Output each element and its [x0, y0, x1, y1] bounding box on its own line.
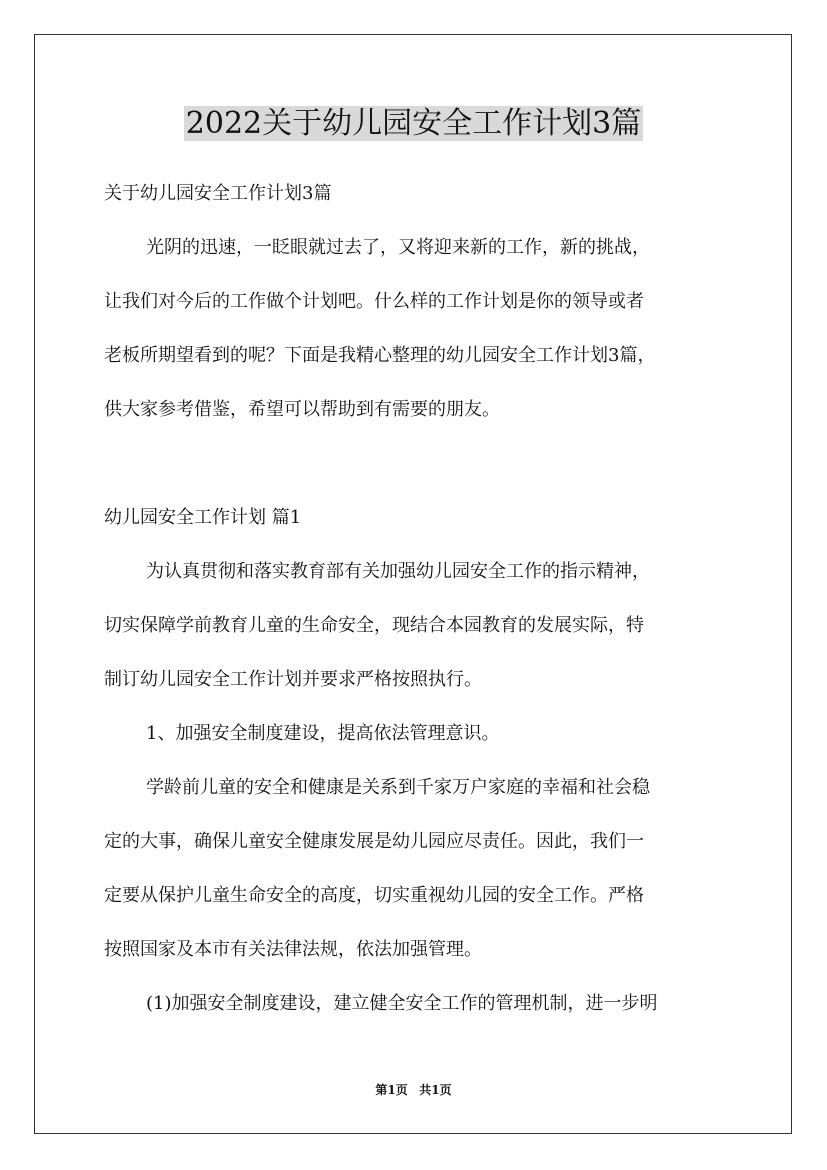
- paragraph-line: 定的大事，确保儿童安全健康发展是幼儿园应尽责任。因此，我们一: [104, 831, 644, 852]
- paragraph-line: 光阴的迅速，一眨眼就过去了，又将迎来新的工作，新的挑战，: [146, 237, 650, 258]
- document-title: [0, 104, 827, 144]
- paragraph-line: 定要从保护儿童生命安全的高度，切实重视幼儿园的安全工作。严格: [104, 885, 644, 906]
- paragraph-line: 供大家参考借鉴，希望可以帮助到有需要的朋友。: [104, 399, 500, 420]
- subtitle-line: 关于幼儿园安全工作计划3篇: [104, 183, 332, 204]
- list-heading: 1、加强安全制度建设，提高依法管理意识。: [146, 723, 500, 744]
- paragraph-line: 制订幼儿园安全工作计划并要求严格按照执行。: [104, 669, 482, 690]
- paragraph-line: 学龄前儿童的安全和健康是关系到千家万户家庭的幸福和社会稳: [146, 777, 650, 798]
- paragraph-line: (1)加强安全制度建设，建立健全安全工作的管理机制，进一步明: [146, 993, 658, 1014]
- paragraph-line: 老板所期望看到的呢？下面是我精心整理的幼儿园安全工作计划3篇，: [104, 345, 656, 366]
- paragraph-line: 让我们对今后的工作做个计划吧。什么样的工作计划是你的领导或者: [104, 291, 644, 312]
- page-total: 共1页: [419, 1083, 452, 1097]
- paragraph-line: 按照国家及本市有关法律法规，依法加强管理。: [104, 939, 482, 960]
- page-number: 第1页: [375, 1083, 408, 1097]
- page-footer: [0, 1082, 827, 1098]
- paragraph-line: 为认真贯彻和落实教育部有关加强幼儿园安全工作的指示精神，: [146, 561, 650, 582]
- section-heading: 幼儿园安全工作计划 篇1: [104, 507, 302, 528]
- title-highlight: 2022关于幼儿园安全工作计划3篇: [185, 106, 642, 141]
- paragraph-line: 切实保障学前教育儿童的生命安全，现结合本园教育的发展实际，特: [104, 615, 644, 636]
